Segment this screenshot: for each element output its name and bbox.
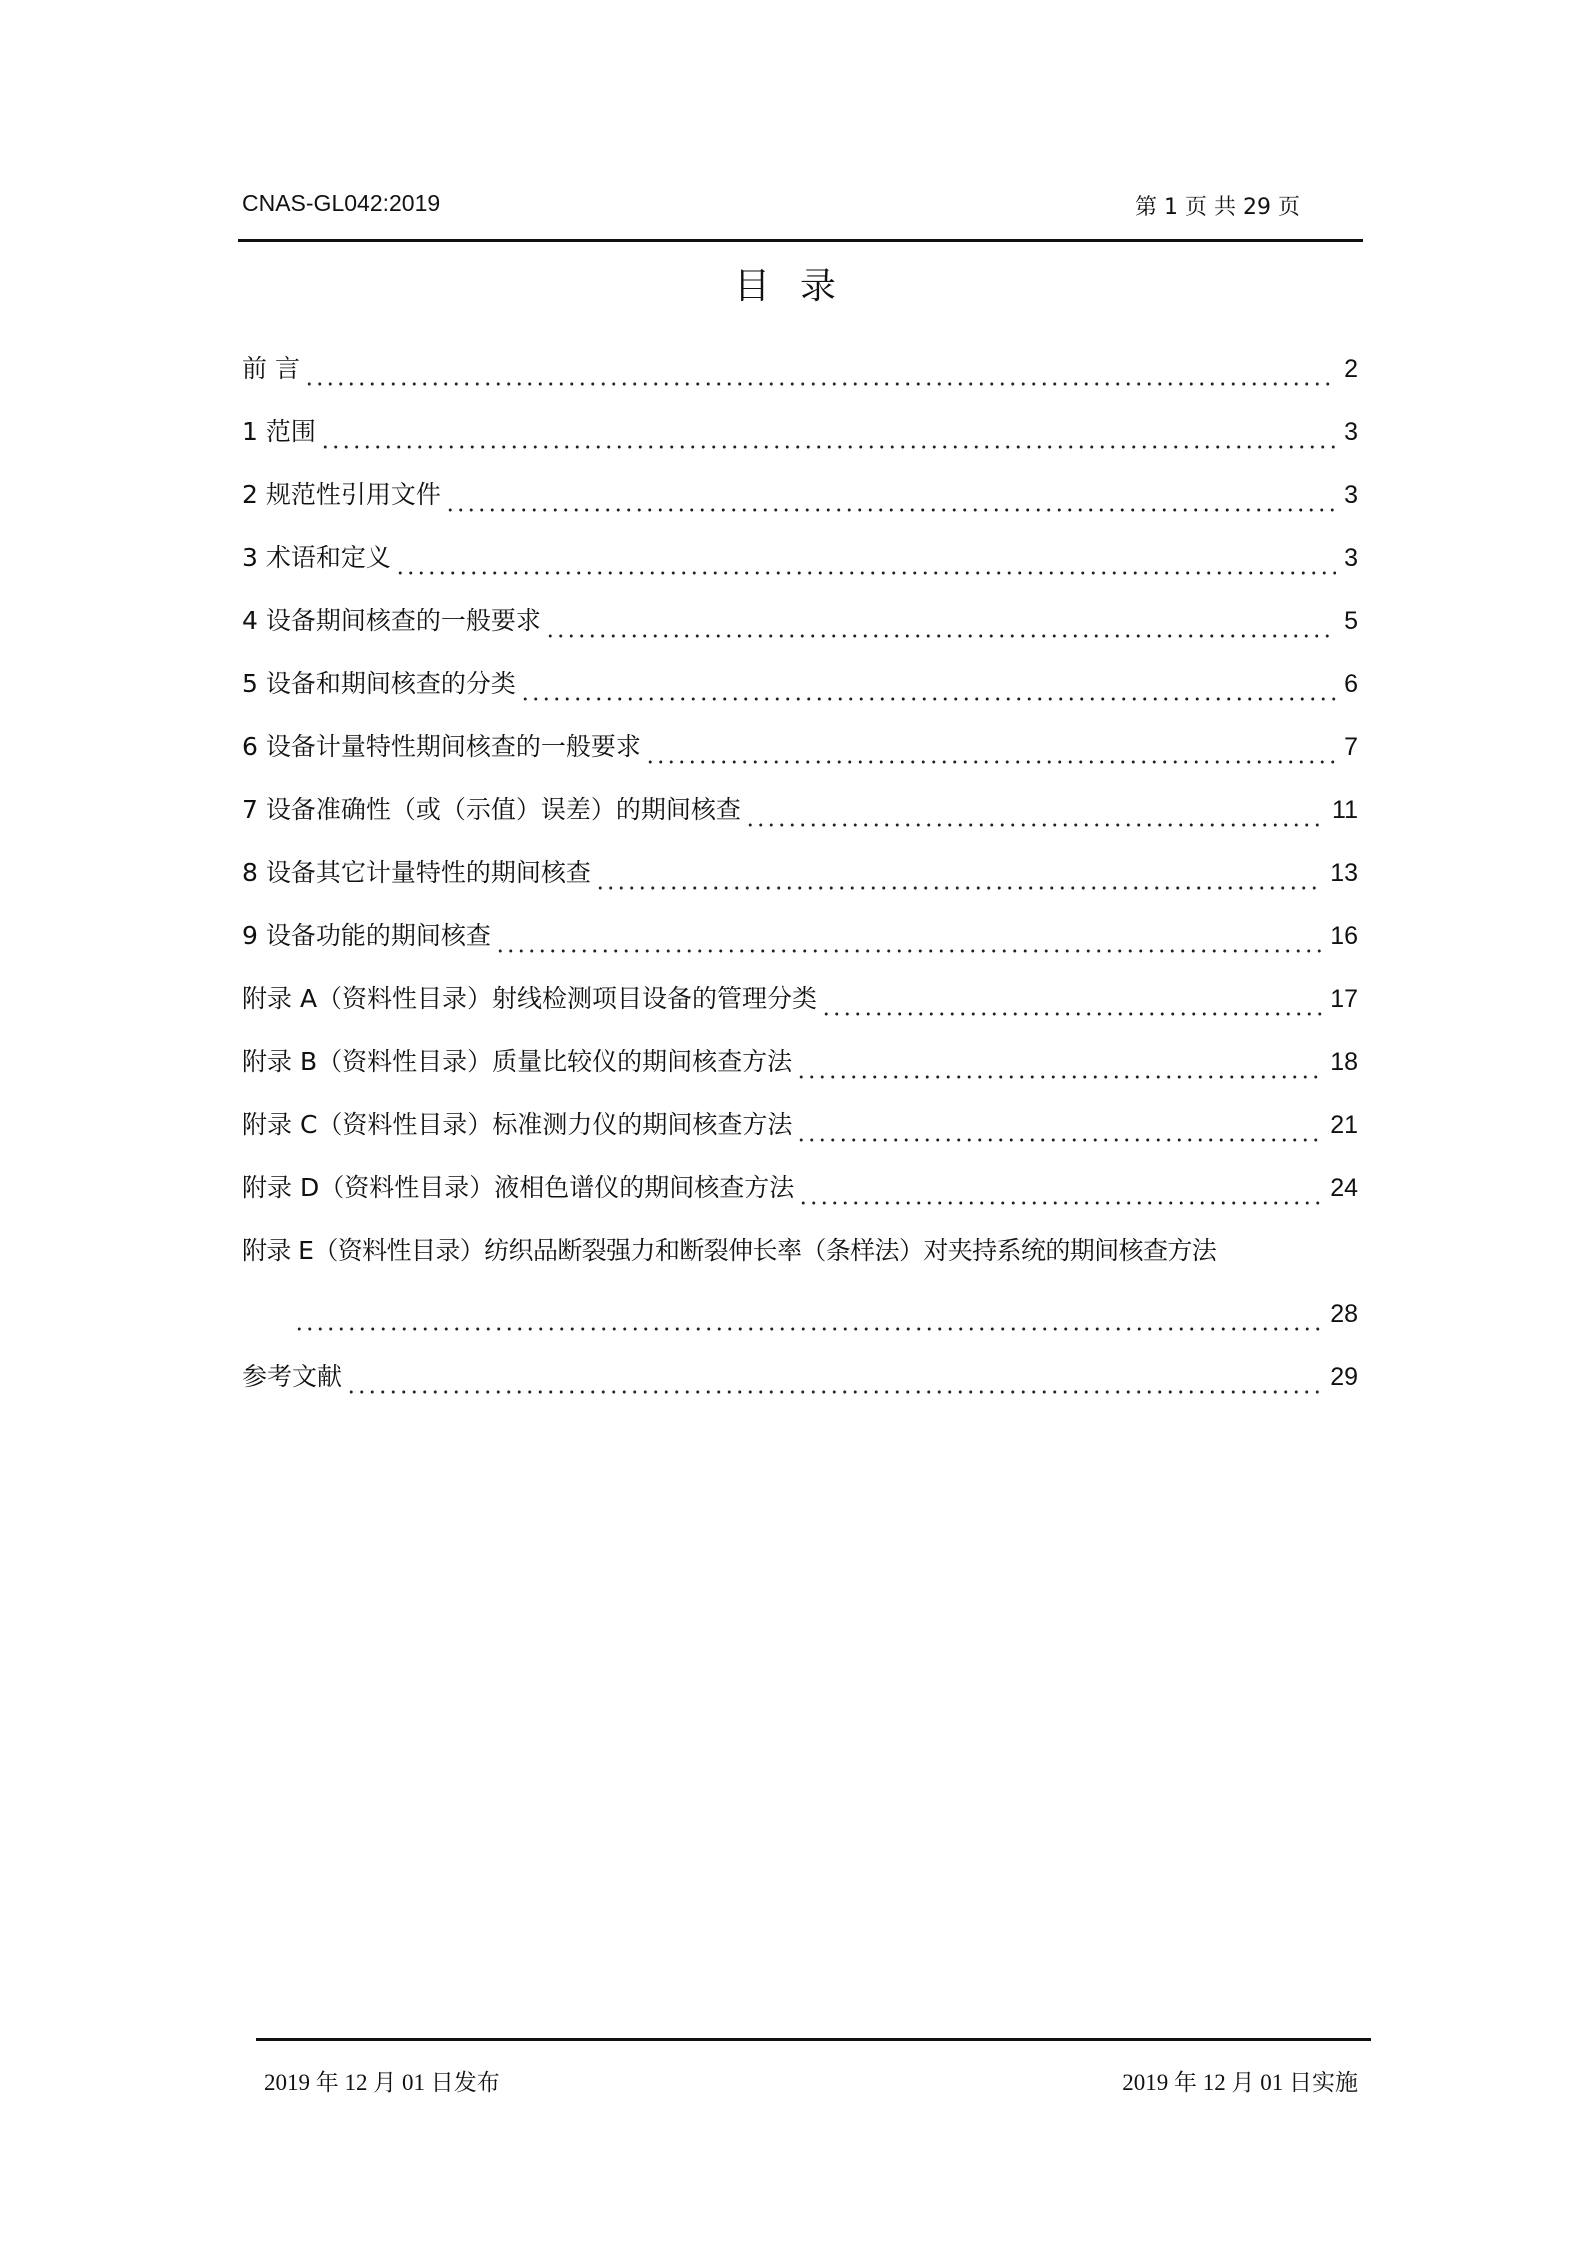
dot-leader xyxy=(796,1056,1322,1080)
toc-entry-page: 7 xyxy=(1344,732,1358,761)
toc-entry-title: 参考文献 xyxy=(242,1361,343,1391)
toc-entry-title: 6 设备计量特性期间核查的一般要求 xyxy=(242,731,641,761)
toc-entry-page: 6 xyxy=(1344,669,1358,698)
effective-date: 2019 年 12 月 01 日实施 xyxy=(1122,2070,1358,2095)
toc-entry[interactable] xyxy=(242,1345,1358,1408)
toc-entry-title: 附录 C（资料性目录）标准测力仪的期间核查方法 xyxy=(242,1109,793,1139)
page-title: 目录 xyxy=(733,266,866,307)
toc-entry-title: 2 规范性引用文件 xyxy=(242,479,441,509)
dot-leader xyxy=(520,678,1336,702)
dot-leader xyxy=(304,363,1336,387)
publish-date: 2019 年 12 月 01 日发布 xyxy=(264,2070,500,2095)
toc-entry[interactable] xyxy=(242,1093,1358,1156)
header-divider xyxy=(238,239,1363,242)
toc-entry[interactable] xyxy=(242,526,1358,589)
toc-entry[interactable] xyxy=(242,1219,1358,1282)
toc-entry-title: 附录 A（资料性目录）射线检测项目设备的管理分类 xyxy=(242,983,818,1013)
document-code: CNAS-GL042:2019 xyxy=(242,190,441,216)
toc-entry-title: 7 设备准确性（或（示值）误差）的期间核查 xyxy=(242,794,741,824)
toc-entry-page: 2 xyxy=(1344,354,1358,383)
toc-entry-page: 17 xyxy=(1330,984,1358,1013)
toc-entry-page: 18 xyxy=(1330,1047,1358,1076)
toc-entry-page: 11 xyxy=(1332,795,1358,824)
toc-entry-title: 5 设备和期间核查的分类 xyxy=(242,668,516,698)
toc-entry[interactable] xyxy=(242,400,1358,463)
toc-entry-title: 1 范围 xyxy=(242,416,316,446)
toc-entry-title: 附录 B（资料性目录）质量比较仪的期间核查方法 xyxy=(242,1046,793,1076)
dot-leader xyxy=(595,867,1322,891)
dot-leader xyxy=(796,1119,1322,1143)
dot-leader xyxy=(346,1371,1322,1395)
toc-entry[interactable] xyxy=(242,463,1358,526)
toc-entry-page: 3 xyxy=(1344,543,1358,572)
toc-entry-page: 13 xyxy=(1330,858,1358,887)
toc-entry[interactable] xyxy=(242,715,1358,778)
dot-leader xyxy=(821,993,1322,1017)
dot-leader xyxy=(798,1182,1322,1206)
toc-entry[interactable] xyxy=(242,904,1358,967)
dot-leader xyxy=(294,1308,1322,1332)
dot-leader xyxy=(645,741,1336,765)
toc-entry[interactable] xyxy=(242,841,1358,904)
toc-entry[interactable] xyxy=(242,589,1358,652)
toc-entry[interactable] xyxy=(242,967,1358,1030)
toc-entry-page: 16 xyxy=(1330,921,1358,950)
dot-leader xyxy=(395,552,1336,576)
toc-entry-title: 前 言 xyxy=(242,353,300,383)
toc-entry[interactable] xyxy=(242,1156,1358,1219)
toc-entry-page: 24 xyxy=(1330,1173,1358,1202)
toc-entry-title: 附录 E（资料性目录）纺织品断裂强力和断裂伸长率（条样法）对夹持系统的期间核查方法 xyxy=(242,1235,1217,1265)
toc-entry[interactable] xyxy=(242,337,1358,400)
toc-entry-title: 附录 D（资料性目录）液相色谱仪的期间核查方法 xyxy=(242,1172,795,1202)
toc-entry-page: 3 xyxy=(1344,417,1358,446)
dot-leader xyxy=(745,804,1324,828)
dot-leader xyxy=(445,489,1336,513)
toc-entry-page: 21 xyxy=(1330,1110,1358,1139)
toc-entry-title: 9 设备功能的期间核查 xyxy=(242,920,491,950)
toc-entry-page: 29 xyxy=(1330,1362,1358,1391)
footer-divider xyxy=(256,2038,1371,2041)
table-of-contents xyxy=(242,337,1358,1408)
toc-entry-title: 3 术语和定义 xyxy=(242,542,391,572)
toc-entry[interactable] xyxy=(242,778,1358,841)
toc-entry-page: 3 xyxy=(1344,480,1358,509)
toc-entry-continuation[interactable] xyxy=(242,1282,1358,1345)
toc-entry[interactable] xyxy=(242,1030,1358,1093)
dot-leader xyxy=(545,615,1336,639)
toc-entry-page: 28 xyxy=(1330,1299,1358,1328)
dot-leader xyxy=(320,426,1336,450)
toc-entry-title: 8 设备其它计量特性的期间核查 xyxy=(242,857,591,887)
toc-entry-title: 4 设备期间核查的一般要求 xyxy=(242,605,541,635)
toc-entry[interactable] xyxy=(242,652,1358,715)
page-indicator: 第 1 页 共 29 页 xyxy=(1135,195,1300,220)
dot-leader xyxy=(495,930,1322,954)
toc-entry-page: 5 xyxy=(1344,606,1358,635)
